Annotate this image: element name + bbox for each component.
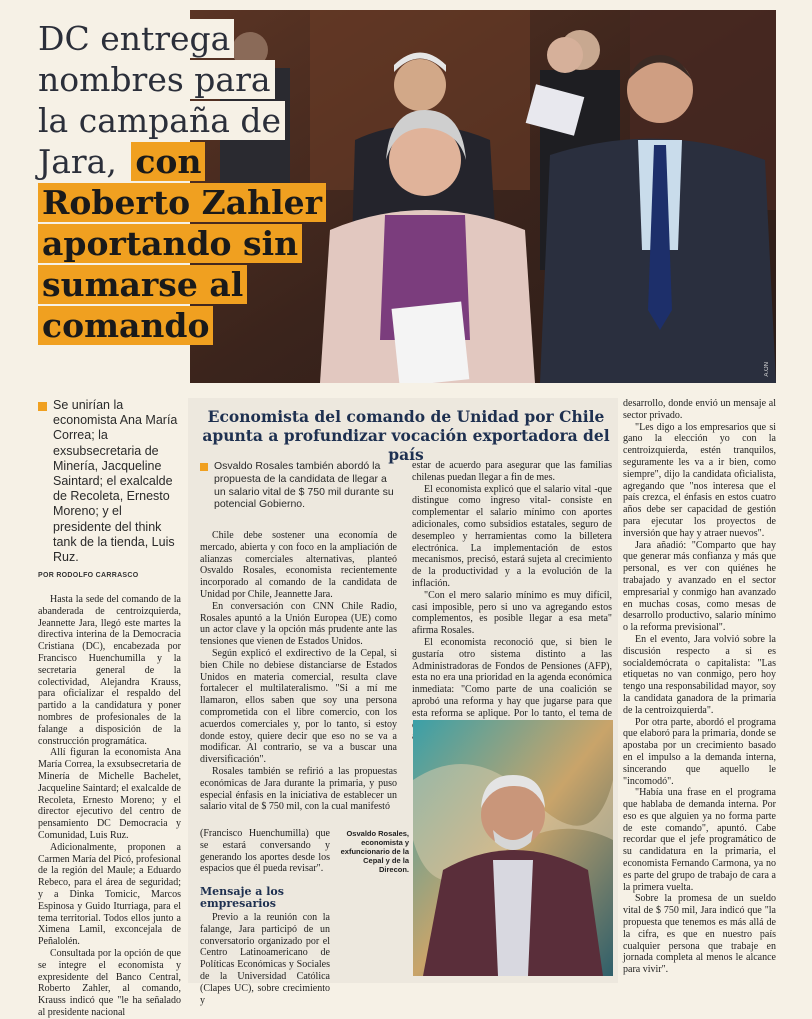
right-body [623, 398, 776, 976]
sidebar-body-column-2 [412, 460, 612, 743]
left-body [38, 594, 181, 1019]
right-paragraph: En el evento, Jara volvió sobre la discusión respecto a si es socialdemócrata o capitalista: "Las etiquetas no van conmigo, pero hoy tengo una responsabilidad mayor, soy la candidata ganadora de la primaria de la centroizquierda". [623, 633, 776, 716]
sidebar-paragraph: El economista explicó que el salario vital -que distingue como ingreso vital- consiste en complementar el salario mínimo con aportes adicionales, como subsidios estatales, seguro de desempleo y herramientas como la billetera electrónica. La implementación de estos mecanismos, precisó, estará sujeta al crecimiento de la productividad y a la evolución de la inflación. [412, 483, 612, 589]
right-paragraph: "Les digo a los empresarios que si gano la elección yo con la centroizquierda, estén tranquilos, seguramente les va a ir bien, como siempre", dijo la candidata oficialista, agregando que "nos interesa que el país crezca, el énfasis en estos cuatro años debe ser capacidad de gestión para ejecutar los proyectos de inversión que hay y atraer nuevos". [623, 421, 776, 539]
headline-line-1: DC entrega [38, 19, 234, 58]
right-paragraph: "Había una frase en el programa que hablaba de demanda interna. Por eso es que alguien ya no forma parte de este comando", apuntó. Cabe recordar que el jefe programático de su candidatura en la primaria, el economista Fernando Carmona, ya no es parte del grupo de trabajo de cara a la primera vuelta. [623, 787, 776, 893]
right-paragraph: Sobre la promesa de un sueldo vital de $ 750 mil, Jara indicó que "la propuesta que tenemos es más allá de la cifra, es que en nuestro país cualquier persona que trabaje en jornada completa al menos le alcance para vivir". [623, 893, 776, 976]
bullet-square-icon [200, 463, 208, 471]
headline-line-2: nombres para [38, 60, 275, 99]
headline-line-3: la campaña de [38, 101, 285, 140]
left-paragraph: Consultada por la opción de que se integre el economista y expresidente del Banco Central, Roberto Zahler, al comando, Krauss indicó que "le ha señalado al presidente nacional [38, 947, 181, 1018]
subhead: Mensaje a los empresarios [200, 885, 284, 910]
headline-highlight: con Roberto Zahler aportando sin sumarse al comando [38, 142, 326, 345]
sidebar-paragraph: Según explicó el exdirectivo de la Cepal, si bien Chile no debiese distanciarse de Estados Unidos en materia comercial, resulta clave fortalecer el multilateralismo. "Si a mí me llamaron, ellos saben que soy una persona comprometida con el libre comercio, con los acuerdos comerciales y, por lo tanto, si estoy donde estoy, quiere decir que eso no se va a modificar. Al contrario, se va a buscar una diversificación". [200, 647, 397, 766]
sidebar-article-summary [200, 460, 396, 511]
left-paragraph: Adicionalmente, proponen a Carmen María del Picó, profesional de la región del Maule; a Eduardo Rebeco, para el área de seguridad; y a Dinka Tomicic, Marcos Espinosa y Guido Iturriaga, para el tema territorial. Todos ellos junto a Ximena Lamil, exconcejala de Peñalolén. [38, 841, 182, 948]
right-paragraph: Jara añadió: "Comparto que hay que generar más confianza y más que personal, es ver con quiénes he trabajado y avanzado en el sector empresarial y conmigo han avanzado en muchas cosas, como mesas de desarrollo productivo, salario mínimo o la reforma previsional". [623, 539, 776, 634]
sidebar-paragraph: "Con el mero salario mínimo es muy difícil, casi imposible, pero si uno va agregando estos complementos, es posible llegar a esa meta" afirma Rosales. [412, 589, 612, 637]
bullet-square-icon [38, 402, 47, 411]
sidebar-article-title: Economista del comando de Unidad por Chile apunta a profundizar vocación exportadora del país [202, 407, 610, 464]
photo-credit: A.ON [764, 362, 770, 377]
byline: POR RODOLFO CARRASCO [38, 572, 139, 579]
headline [38, 18, 338, 346]
sidebar-summary-text: Osvaldo Rosales también abordó la propuesta de la candidata de llegar a un salario vital de $ 750 mil durante su potencial Gobierno. [214, 460, 394, 511]
left-summary [38, 398, 178, 565]
main-paragraph: (Francisco Huenchumilla) que se estará conversando y generando los aportes desde los espacios que él pueda revisar". [200, 828, 330, 875]
main-body-after-subhead [200, 912, 330, 1006]
headline-line-4: Jara, [38, 142, 121, 181]
sidebar-paragraph: Chile debe sostener una economía de mercado, abierta y con foco en la ampliación de alianzas comerciales alternativas, planteó Osvaldo Rosales, economista recientemente incorporado al comando de la candidata de Unidad por Chile, Jeannette Jara. [200, 530, 397, 600]
sidebar-paragraph: Rosales también se refirió a las propuestas económicas de Jara durante la primaria, y puso especial énfasis en la iniciativa de establecer un salario vital de $ 750 mil, con la cual manifestó [200, 765, 397, 813]
right-paragraph: desarrollo, donde envió un mensaje al sector privado. [623, 398, 776, 421]
sidebar-paragraph: estar de acuerdo para asegurar que las familias chilenas puedan llegar a fin de mes. [412, 460, 612, 483]
left-paragraph: Hasta la sede del comando de la abanderada de centroizquierda, Jeannette Jara, llegó este martes la directiva interina de la Democracia Cristiana (DC), encabezada por Francisco Huenchumilla y la secretaria general de la colectividad, Alejandra Krauss, para oficializar el respaldo del partido a la candidatura y poner nombres de profesionales de la falange a disposición de la construcción programática. [38, 594, 181, 747]
main-paragraph: Previo a la reunión con la falange, Jara participó de un conversatorio organizado por el Centro Latinoamericano de Políticas Económicas y Sociales de la Universidad Católica (Clapes UC), sobre crecimiento y [200, 912, 330, 1006]
left-paragraph: Allí figuran la economista Ana María Correa, la exsubsecretaria de Minería de Michelle Bachelet, Jacqueline Saintard; el exalcalde de Recoleta, Ernesto Moreno; y el director ejecutivo del centro de pensamiento DC Democracia y Comunidad, Luis Ruz. [38, 747, 181, 841]
main-body-continuation [200, 828, 330, 875]
left-summary-text: Se unirían la economista Ana María Correa; la exsubsecretaria de Minería, Jacqueline Saintard; el exalcalde de Recoleta, Ernesto Moreno; y el presidente del think tank de la tienda, Luis Ruz. [53, 398, 178, 565]
sidebar-paragraph: En conversación con CNN Chile Radio, Rosales apuntó a la Unión Europea (UE) como un actor clave y la opción más prudente ante las tensiones que vienen de Estados Unidos. [200, 600, 397, 648]
right-paragraph: Por otra parte, abordó el programa que elaboró para la primaria, donde se apostaba por un crecimiento basado en el impulso a la demanda interna, sincerando que aquello le "incomodó". [623, 716, 776, 787]
sidebar-paragraph: El economista reconoció que, si bien le gustaría otro sistema distinto a las Administradoras de Fondos de Pensiones (AFP), esta no era una prioridad en la agenda económica inmediata: "Como parte de una coalición se aprobó una reforma y hay que jugarse para que esta reforma se aplique. Por lo tanto, el tema de [412, 636, 612, 719]
sidebar-body-column-1 [200, 530, 397, 813]
photo-caption: Osvaldo Rosales, economista y exfuncionario de la Cepal y de la Direcon. [340, 829, 409, 874]
portrait-photo [413, 720, 613, 976]
